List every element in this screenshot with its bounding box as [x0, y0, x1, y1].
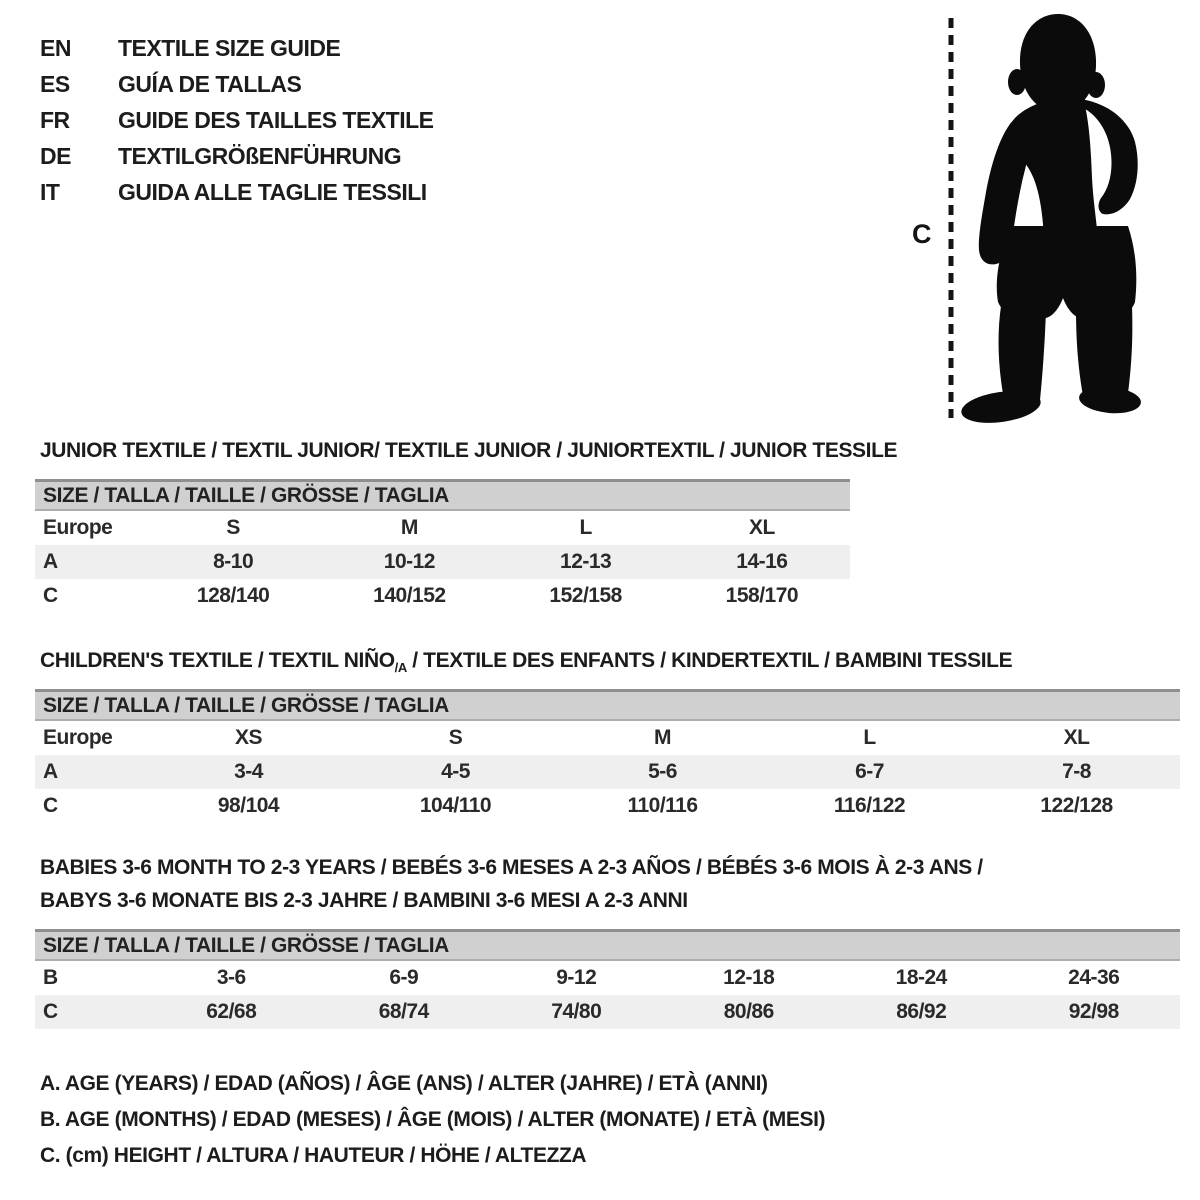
children-title-pre: CHILDREN'S TEXTILE / TEXTIL NIÑO	[40, 649, 395, 672]
size-cell: 74/80	[551, 1000, 602, 1023]
table-row	[35, 789, 1180, 823]
language-row	[40, 30, 434, 66]
size-cell: 12-18	[723, 966, 775, 989]
language-code: IT	[40, 178, 60, 205]
language-title-list	[40, 30, 434, 210]
size-cell: S	[226, 516, 240, 539]
size-header-label: SIZE / TALLA / TAILLE / GRÖSSE / TAGLIA	[43, 933, 449, 957]
language-row	[40, 174, 434, 210]
size-cell: 4-5	[441, 760, 470, 783]
size-cell: S	[448, 726, 463, 749]
row-label: Europe	[43, 516, 113, 539]
size-cell: 62/68	[206, 1000, 257, 1023]
table-row	[35, 755, 1180, 789]
size-cell: 6-9	[389, 966, 419, 989]
row-label: C	[43, 584, 58, 607]
table-row	[35, 995, 1180, 1029]
row-label: C	[43, 1000, 58, 1023]
size-header-bar	[35, 479, 850, 511]
size-cell: 5-6	[648, 760, 677, 783]
babies-title-line2: BABYS 3-6 MONATE BIS 2-3 JAHRE / BAMBINI 3-6 MESI A 2-3 ANNI	[40, 889, 688, 912]
size-cell: XS	[234, 726, 262, 749]
size-cell: 128/140	[196, 584, 270, 607]
language-title: GUIDE DES TAILLES TEXTILE	[118, 106, 434, 133]
size-cell: 9-12	[556, 966, 597, 989]
table-row	[35, 545, 850, 579]
legend	[40, 1066, 825, 1174]
size-cell: 3-6	[216, 966, 246, 989]
language-code: FR	[40, 106, 70, 133]
size-cell: 6-7	[855, 760, 884, 783]
size-cell: 7-8	[1062, 760, 1091, 783]
language-title: GUIDA ALLE TAGLIE TESSILI	[118, 178, 427, 205]
junior-section-title: JUNIOR TEXTILE / TEXTIL JUNIOR/ TEXTILE JUNIOR / JUNIORTEXTIL / JUNIOR TESSILE	[40, 439, 898, 462]
size-header-bar	[35, 929, 1180, 961]
language-row	[40, 102, 434, 138]
legend-line-a: A. AGE (YEARS) / EDAD (AÑOS) / ÂGE (ANS) / ALTER (JAHRE) / ETÀ (ANNI)	[40, 1072, 768, 1095]
size-cell: 3-4	[234, 760, 263, 783]
size-cell: 24-36	[1068, 966, 1120, 989]
size-cell: 116/122	[833, 794, 906, 817]
junior-size-table	[35, 479, 850, 613]
language-code: DE	[40, 142, 71, 169]
row-label: B	[43, 966, 58, 989]
table-row	[35, 961, 1180, 995]
table-row	[35, 511, 850, 545]
toddler-silhouette	[959, 14, 1142, 427]
size-cell: XL	[1063, 726, 1090, 749]
size-cell: 10-12	[383, 550, 435, 573]
language-row	[40, 138, 434, 174]
height-measure-label: C	[912, 219, 932, 249]
row-label: Europe	[43, 726, 113, 749]
size-cell: M	[400, 516, 418, 539]
table-row	[35, 721, 1180, 755]
language-code: ES	[40, 70, 70, 97]
legend-line-b: B. AGE (MONTHS) / EDAD (MESES) / ÂGE (MOIS) / ALTER (MONATE) / ETÀ (MESI)	[40, 1108, 826, 1131]
language-title: TEXTILE SIZE GUIDE	[118, 34, 341, 61]
babies-size-table	[35, 929, 1180, 1029]
children-section-title	[40, 644, 1012, 684]
size-cell: 98/104	[217, 794, 280, 817]
size-cell: L	[579, 516, 592, 539]
toddler-figure	[900, 0, 1200, 430]
size-cell: 122/128	[1040, 794, 1113, 817]
size-cell: 92/98	[1068, 1000, 1119, 1023]
row-label: A	[43, 550, 58, 573]
table-row	[35, 579, 850, 613]
size-cell: L	[863, 726, 876, 749]
size-cell: 12-13	[560, 550, 612, 573]
size-cell: M	[654, 726, 671, 749]
children-title-sub: /A	[394, 660, 407, 676]
language-row	[40, 66, 434, 102]
size-cell: 152/158	[549, 584, 622, 607]
size-cell: 8-10	[213, 550, 254, 573]
size-cell: XL	[748, 516, 775, 539]
size-header-label: SIZE / TALLA / TAILLE / GRÖSSE / TAGLIA	[43, 693, 449, 717]
row-label: A	[43, 760, 58, 783]
size-header-label: SIZE / TALLA / TAILLE / GRÖSSE / TAGLIA	[43, 483, 449, 507]
size-header-bar	[35, 689, 1180, 721]
babies-title-line1: BABIES 3-6 MONTH TO 2-3 YEARS / BEBÉS 3-6 MESES A 2-3 AÑOS / BÉBÉS 3-6 MOIS À 2-3 ANS /	[40, 856, 983, 879]
language-title: GUÍA DE TALLAS	[118, 70, 302, 97]
size-cell: 104/110	[419, 794, 492, 817]
language-code: EN	[40, 34, 71, 61]
children-title-post: / TEXTILE DES ENFANTS / KINDERTEXTIL / BAMBINI TESSILE	[406, 649, 1013, 672]
size-cell: 68/74	[378, 1000, 429, 1023]
size-cell: 140/152	[373, 584, 446, 607]
size-cell: 14-16	[736, 550, 788, 573]
legend-line-c: C. (cm) HEIGHT / ALTURA / HAUTEUR / HÖHE / ALTEZZA	[40, 1144, 587, 1167]
language-title: TEXTILGRÖßENFÜHRUNG	[118, 142, 402, 169]
children-size-table	[35, 689, 1180, 823]
size-cell: 86/92	[896, 1000, 947, 1023]
size-cell: 110/116	[627, 794, 698, 817]
size-cell: 80/86	[723, 1000, 774, 1023]
row-label: C	[43, 794, 58, 817]
size-cell: 18-24	[895, 966, 947, 989]
babies-section-title	[40, 851, 983, 917]
size-cell: 158/170	[725, 584, 799, 607]
